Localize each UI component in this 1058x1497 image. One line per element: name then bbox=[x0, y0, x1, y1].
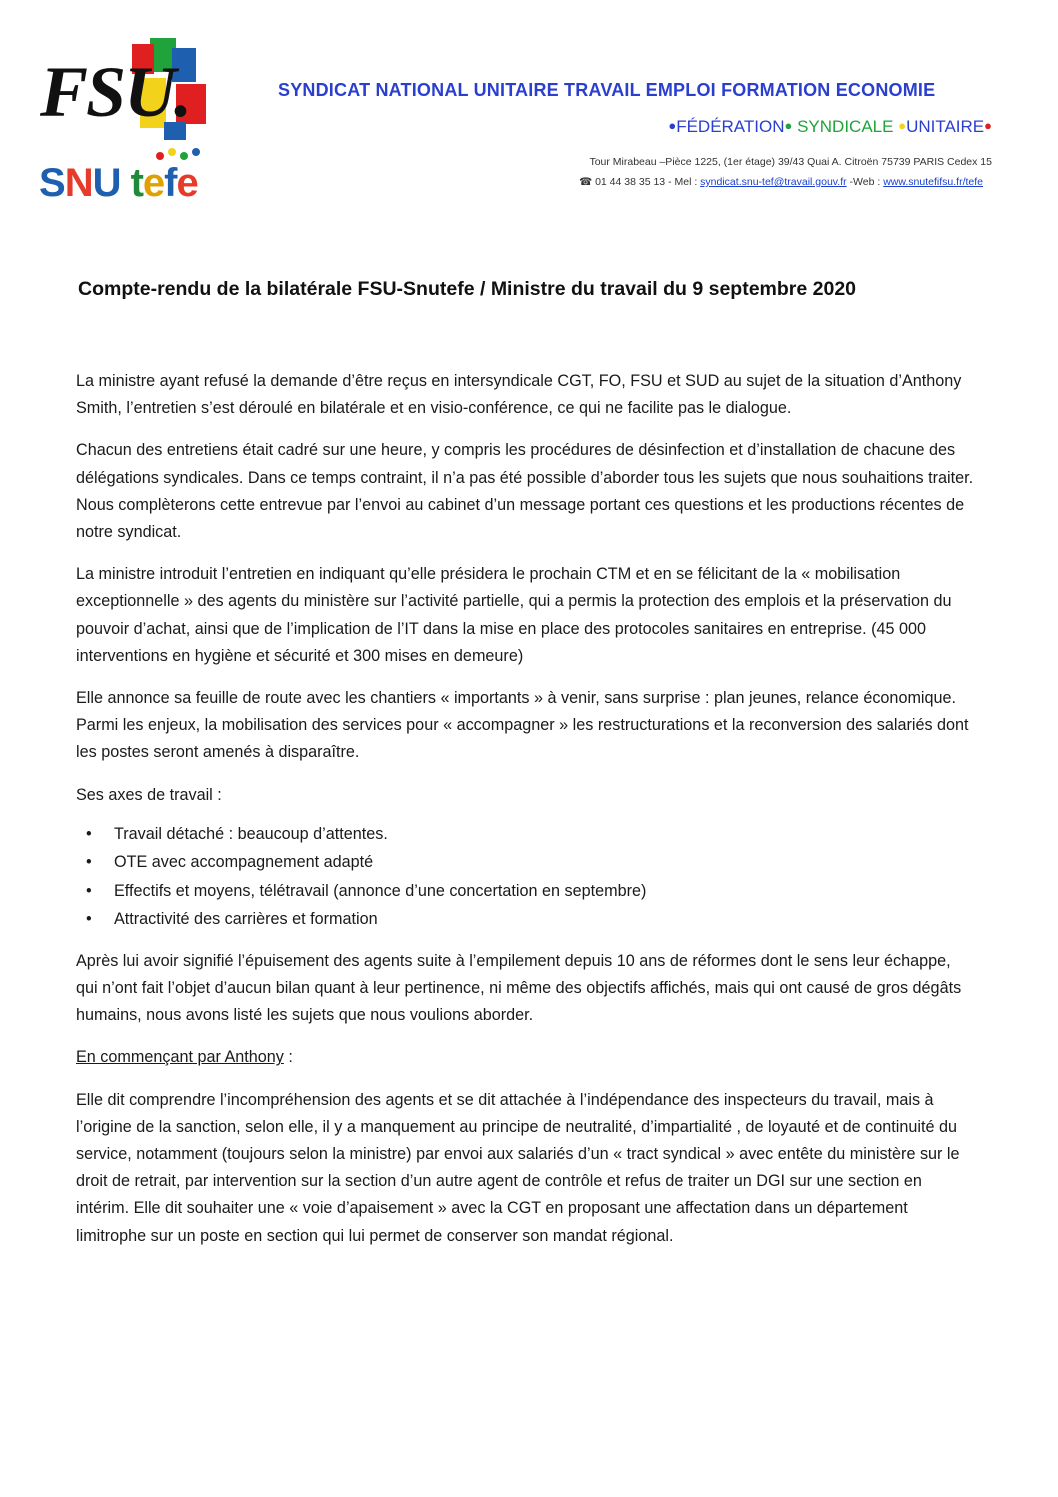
document-title: Compte-rendu de la bilatérale FSU-Snutefe / Ministre du travail du 9 septembre 2020 bbox=[78, 278, 857, 300]
fsu-wordmark: FSU. bbox=[40, 52, 191, 132]
contact-line bbox=[579, 176, 983, 188]
paragraph-roadmap: Elle annonce sa feuille de route avec les chantiers « importants » à venir, sans surprise : plan jeunes, relance économique. Parmi les enjeux, la mobilisation des services pour « accompagner » les restructurations et la reconversion des salariés dont les postes seront amenés à disparaître. bbox=[76, 689, 969, 762]
mel-label: - Mel : bbox=[668, 176, 698, 188]
unitaire-word: UNITAIRE bbox=[906, 117, 985, 136]
snu-tefe-wordmark: SNU tefe bbox=[39, 161, 198, 205]
document-body bbox=[76, 368, 976, 1265]
federation-tagline bbox=[668, 117, 992, 137]
blue-dot-icon: ● bbox=[668, 118, 677, 133]
list-item: • Attractivité des carrières et formation bbox=[76, 905, 976, 934]
bullet-icon: • bbox=[86, 910, 92, 929]
paragraph-reforms: Après lui avoir signifié l’épuisement des agents suite à l’empilement depuis 10 ans de réformes dont le sens leur échappe, qui n’ont fait l’objet d’aucun bilan quant à leur pertinence, ni même des objectifs affichés, mais qui ont causé de gros dégâts humains, nous avons listé les sujets que nous voulions aborder. bbox=[76, 951, 962, 1025]
bullet-icon: • bbox=[86, 824, 92, 843]
email-link[interactable]: syndicat.snu-tef@travail.gouv.fr bbox=[700, 176, 847, 188]
paragraph-format: Chacun des entretiens était cadré sur une heure, y compris les procédures de désinfection et d’installation de chacune des délégations syndicales. Dans ce temps contraint, il n’a pas été possible d’aborder tous les sujets que nous souhaitions traiter. Nous complèterons cette entrevue par l’envoi au cabinet d’un message portant ces questions et les productions récentes de notre syndicat. bbox=[76, 441, 974, 542]
postal-address: Tour Mirabeau –Pièce 1225, (1er étage) 39/43 Quai A. Citroën 75739 PARIS Cedex 15 bbox=[589, 156, 992, 168]
anthony-heading: En commençant par Anthony : bbox=[76, 1048, 293, 1067]
phone-number: 01 44 38 35 13 bbox=[595, 176, 666, 188]
green-dot-icon: ● bbox=[784, 118, 793, 133]
paragraph-anthony: Elle dit comprendre l’incompréhension des agents et se dit attachée à l’indépendance des inspecteurs du travail, mais à l’origine de la sanction, selon elle, il y a manquement au principe de neutralité, d’impartialité , de loyauté et de continuité du service, notamment (toujours selon la ministre) par envoi aux salariés d’un « tract syndical » avec entête du ministère sur le droit de retrait, par intervention sur la section d’un autre agent de contrôle et refus de traiter un DGI sur une section en intérim. Elle dit souhaiter une « voie d’apaisement » avec la CGT en proposant une affectation dans un département limitrophe sur un poste en section qui lui permet de conserver son mandat régional. bbox=[76, 1090, 960, 1245]
paragraph-intro: La ministre ayant refusé la demande d’être reçus en intersyndicale CGT, FO, FSU et SUD au sujet de la situation d’Anthony Smith, l’entretien s’est déroulé en bilatérale et en visio-conférence, ce qui ne facilite pas le dialogue. bbox=[76, 372, 962, 418]
bullet-icon: • bbox=[86, 853, 92, 872]
bullet-icon: • bbox=[86, 881, 92, 900]
web-label: -Web : bbox=[849, 176, 881, 188]
paragraph-minister-intro: La ministre introduit l’entretien en indiquant qu’elle présidera le prochain CTM et en se félicitant de la « mobilisation exceptionnelle » des agents du ministère sur l’activité partielle, qui a permis la protection des emplois et la préservation du pouvoir d’achat, ainsi que de l’implication de l’IT dans la mise en place des protocoles sanitaires en entreprise. (45 000 interventions en hygiène et sécurité et 300 mises en demeure) bbox=[76, 565, 952, 665]
list-item: • Effectifs et moyens, télétravail (annonce d’une concertation en septembre) bbox=[76, 877, 976, 906]
website-link[interactable]: www.snutefifsu.fr/tefe bbox=[883, 176, 983, 188]
fsu-snutefe-logo bbox=[36, 38, 222, 213]
yellow-dot-icon: ● bbox=[898, 118, 907, 133]
phone-icon: ☎ bbox=[579, 176, 593, 188]
federation-word: FÉDÉRATION bbox=[676, 117, 785, 136]
red-dot-icon: ● bbox=[984, 118, 992, 133]
axes-heading: Ses axes de travail : bbox=[76, 785, 222, 804]
syndicale-word: SYNDICALE bbox=[797, 117, 894, 136]
list-item: • OTE avec accompagnement adapté bbox=[76, 848, 976, 877]
axes-list bbox=[76, 820, 976, 934]
list-item: • Travail détaché : beaucoup d’attentes. bbox=[76, 820, 976, 849]
organization-name: SYNDICAT NATIONAL UNITAIRE TRAVAIL EMPLOI FORMATION ECONOMIE bbox=[278, 80, 936, 100]
